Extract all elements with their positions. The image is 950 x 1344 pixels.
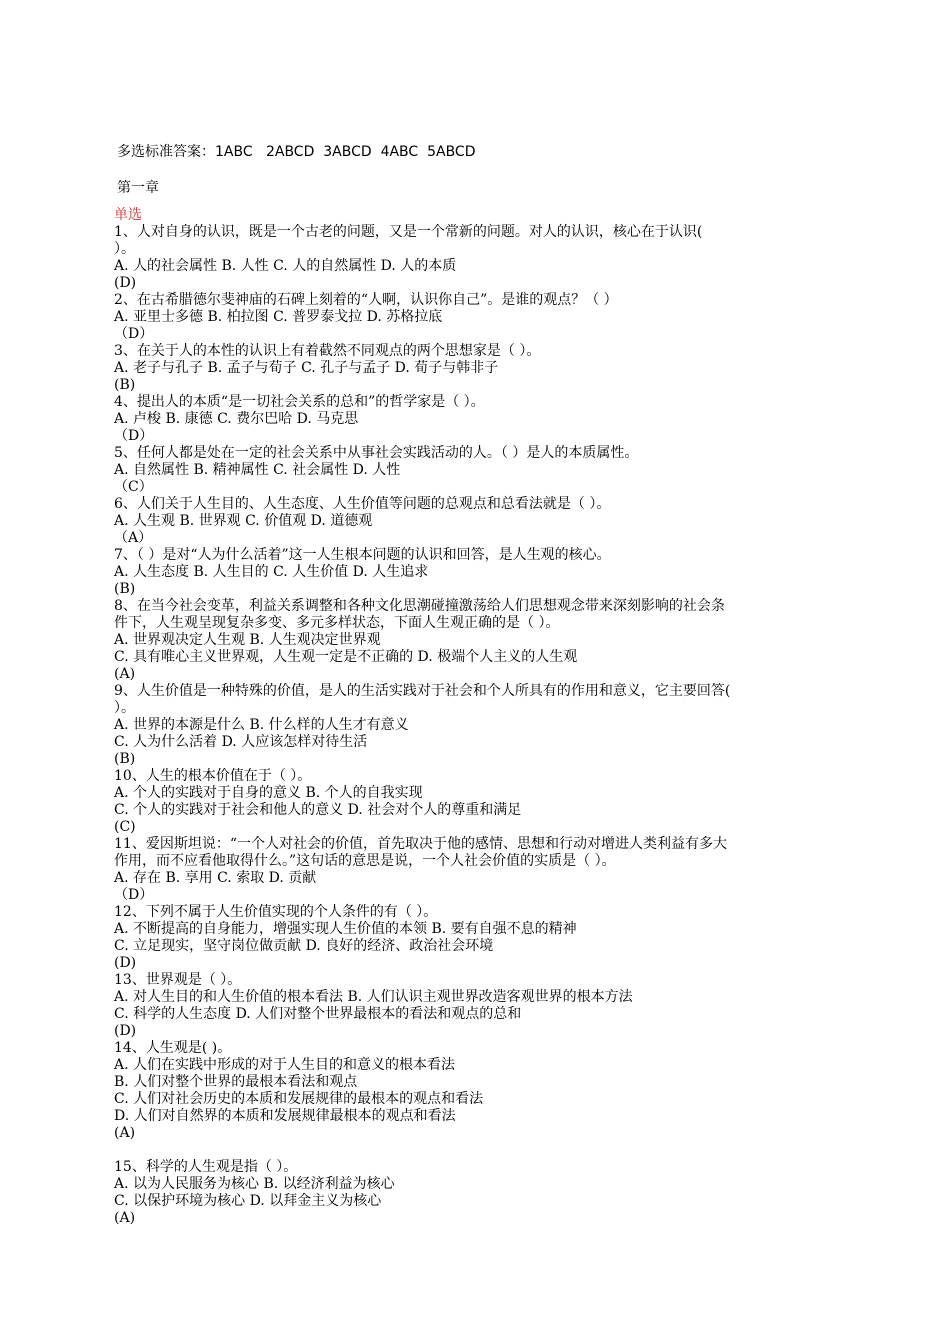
question-text: 10、人生的根本价值在于（ ）。 bbox=[114, 768, 312, 784]
question-options: A. 对人生目的和人生价值的根本看法 B. 人们认识主观世界改造客观世界的根本方法 bbox=[114, 989, 633, 1005]
question-text: 14、人生观是( )。 bbox=[114, 1040, 232, 1056]
question-options: A. 个人的实践对于自身的意义 B. 个人的自我实现 bbox=[114, 785, 423, 801]
question-options: C. 以保护环境为核心 D. 以拜金主义为核心 bbox=[114, 1193, 382, 1209]
question-answer: (A) bbox=[114, 666, 136, 682]
question-options: C. 立足现实，坚守岗位做贡献 D. 良好的经济、政治社会环境 bbox=[114, 938, 494, 954]
question-options: C. 个人的实践对于社会和他人的意义 D. 社会对个人的尊重和满足 bbox=[114, 802, 522, 818]
question-text: 8、在当今社会变革，利益关系调整和各种文化思潮碰撞激荡给人们思想观念带来深刻影响的社会条 bbox=[114, 598, 725, 614]
question-item bbox=[114, 292, 824, 343]
question-text: 9、人生价值是一种特殊的价值，是人的生活实践对于社会和个人所具有的作用和意义，它主要回答( bbox=[114, 683, 731, 699]
question-options: A. 人的社会属性 B. 人性 C. 人的自然属性 D. 人的本质 bbox=[114, 258, 457, 274]
question-item bbox=[114, 768, 824, 836]
question-options: D. 人们对自然界的本质和发展规律最根本的观点和看法 bbox=[114, 1108, 456, 1124]
question-answer: （D） bbox=[114, 326, 154, 342]
question-answer: (B) bbox=[114, 377, 136, 393]
question-options: A. 世界观决定人生观 B. 人生观决定世界观 bbox=[114, 632, 381, 648]
section-title: 单选 bbox=[114, 207, 142, 223]
question-answer: （D） bbox=[114, 428, 154, 444]
question-text: 12、下列不属于人生价值实现的个人条件的有（ ）。 bbox=[114, 904, 438, 920]
multi-choice-answer-key: 多选标准答案：1ABC 2ABCD 3ABCD 4ABC 5ABCD bbox=[117, 144, 476, 160]
question-answer: (D) bbox=[114, 275, 137, 291]
question-options: C. 科学的人生态度 D. 人们对整个世界最根本的看法和观点的总和 bbox=[114, 1006, 522, 1022]
question-options: A. 亚里士多德 B. 柏拉图 C. 普罗泰戈拉 D. 苏格拉底 bbox=[114, 309, 443, 325]
question-answer: (D) bbox=[114, 955, 137, 971]
question-text: 11、爱因斯坦说：“一个人对社会的价值，首先取决于他的感情、思想和行动对增进人类利益有多大 bbox=[114, 836, 727, 852]
question-options: C. 人们对社会历史的本质和发展规律的最根本的观点和看法 bbox=[114, 1091, 484, 1107]
question-item bbox=[114, 496, 824, 547]
question-answer: (B) bbox=[114, 581, 136, 597]
question-item bbox=[114, 836, 824, 904]
question-options: A. 存在 B. 享用 C. 索取 D. 贡献 bbox=[114, 870, 317, 886]
question-item bbox=[114, 1040, 824, 1159]
question-text: 3、在关于人的本性的认识上有着截然不同观点的两个思想家是（ ）。 bbox=[114, 343, 541, 359]
question-answer: (C) bbox=[114, 819, 136, 835]
question-text-continued: ）。 bbox=[114, 700, 135, 716]
question-text: 4、提出人的本质“是一切社会关系的总和”的哲学家是（ ）。 bbox=[114, 394, 485, 410]
question-list bbox=[114, 207, 824, 1227]
question-options: B. 人们对整个世界的最根本看法和观点 bbox=[114, 1074, 358, 1090]
question-text: 13、世界观是（ ）。 bbox=[114, 972, 242, 988]
question-options: A. 人生态度 B. 人生目的 C. 人生价值 D. 人生追求 bbox=[114, 564, 429, 580]
question-answer: (D) bbox=[114, 1023, 137, 1039]
question-text-continued: ）。 bbox=[114, 241, 135, 257]
question-options: A. 人生观 B. 世界观 C. 价值观 D. 道德观 bbox=[114, 513, 373, 529]
question-item bbox=[114, 1159, 824, 1227]
question-answer: (A) bbox=[114, 1125, 136, 1141]
question-item bbox=[114, 598, 824, 683]
question-options: A. 老子与孔子 B. 孟子与荀子 C. 孔子与孟子 D. 荀子与韩非子 bbox=[114, 360, 499, 376]
question-options: C. 人为什么活着 D. 人应该怎样对待生活 bbox=[114, 734, 368, 750]
question-text-continued: 作用，而不应看他取得什么。”这句话的意思是说，一个人社会价值的实质是（ ）。 bbox=[114, 853, 616, 869]
question-item bbox=[114, 972, 824, 1040]
question-text: 15、科学的人生观是指（ ）。 bbox=[114, 1159, 298, 1175]
question-text: 2、在古希腊德尔斐神庙的石碑上刻着的“人啊，认识你自己”。是谁的观点？（ ） bbox=[114, 292, 618, 308]
question-options: A. 自然属性 B. 精神属性 C. 社会属性 D. 人性 bbox=[114, 462, 401, 478]
question-item bbox=[114, 224, 824, 292]
question-answer: （A） bbox=[114, 530, 153, 546]
question-answer: (B) bbox=[114, 751, 136, 767]
question-item bbox=[114, 547, 824, 598]
question-text: 5、任何人都是处在一定的社会关系中从事社会实践活动的人。（ ）是人的本质属性。 bbox=[114, 445, 639, 461]
question-options: C. 具有唯心主义世界观，人生观一定是不正确的 D. 极端个人主义的人生观 bbox=[114, 649, 578, 665]
question-options: A. 世界的本源是什么 B. 什么样的人生才有意义 bbox=[114, 717, 409, 733]
chapter-title: 第一章 bbox=[117, 180, 159, 196]
question-options: A. 以为人民服务为核心 B. 以经济利益为核心 bbox=[114, 1176, 395, 1192]
question-item bbox=[114, 445, 824, 496]
question-item bbox=[114, 394, 824, 445]
question-answer: （D） bbox=[114, 887, 154, 903]
question-item bbox=[114, 904, 824, 972]
question-options: A. 不断提高的自身能力，增强实现人生价值的本领 B. 要有自强不息的精神 bbox=[114, 921, 577, 937]
question-options: A. 人们在实践中形成的对于人生目的和意义的根本看法 bbox=[114, 1057, 456, 1073]
question-answer: (A) bbox=[114, 1210, 136, 1226]
question-text: 7、（ ）是对“人为什么活着”这一人生根本问题的认识和回答，是人生观的核心。 bbox=[114, 547, 611, 563]
question-options: A. 卢梭 B. 康德 C. 费尔巴哈 D. 马克思 bbox=[114, 411, 359, 427]
question-item bbox=[114, 683, 824, 768]
question-item bbox=[114, 343, 824, 394]
question-text: 1、人对自身的认识，既是一个古老的问题，又是一个常新的问题。对人的认识，核心在于认识( bbox=[114, 224, 703, 240]
question-text-continued: 件下，人生观呈现复杂多变、多元多样状态，下面人生观正确的是（ ）。 bbox=[114, 615, 560, 631]
question-text: 6、人们关于人生目的、人生态度、人生价值等问题的总观点和总看法就是（ ）。 bbox=[114, 496, 611, 512]
question-answer: （C） bbox=[114, 479, 153, 495]
spacer bbox=[114, 1142, 824, 1159]
